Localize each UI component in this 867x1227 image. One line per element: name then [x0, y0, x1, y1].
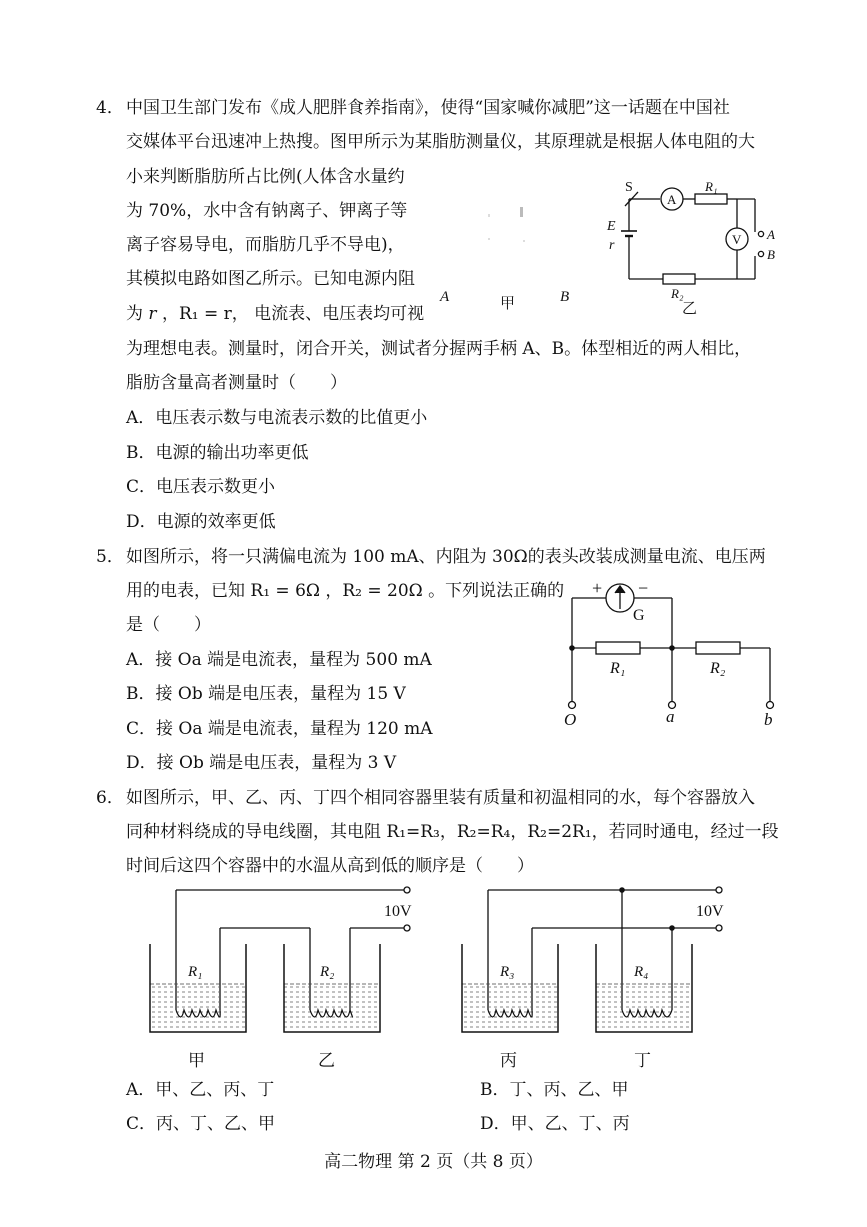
yi-caption: 乙	[682, 301, 698, 317]
voltage-right-label: 10V	[696, 903, 724, 920]
q4-line-5: 离子容易导电，而脂肪几乎不导电)，	[126, 235, 405, 255]
resistor-r1	[695, 194, 727, 204]
r2-label: R₂	[320, 964, 335, 980]
q4-option-c: C．电压表示数更小	[126, 477, 276, 497]
resistor-r1	[596, 642, 640, 654]
q6-option-d: D．甲、乙、丁、丙	[480, 1114, 630, 1134]
page-footer: 高二物理 第 2 页（共 8 页）	[324, 1152, 543, 1172]
jia-caption: 甲	[188, 1051, 205, 1070]
voltmeter-label: V	[732, 232, 742, 247]
terminal-a	[758, 231, 763, 236]
q5-number: 5．	[96, 547, 124, 567]
minus-sign: −	[638, 578, 649, 598]
terminal-b-label: b	[764, 710, 773, 729]
q4-option-a: A．电压表示数与电流表示数的比值更小	[126, 408, 428, 428]
q4-figure-jia	[430, 180, 590, 320]
q4-line-7-prefix: 为	[126, 304, 143, 324]
galvanometer-label: G	[633, 607, 645, 624]
terminal-bottom-right	[716, 925, 722, 931]
q6-number: 6．	[96, 788, 124, 808]
q4-line-7-rest: 电流表、电压表均可视	[254, 304, 425, 324]
r1-label: R₁	[610, 660, 626, 677]
junction-top	[619, 887, 625, 893]
q4-figure-yi	[605, 175, 805, 315]
ammeter-label: A	[667, 192, 677, 207]
junction-left	[569, 645, 575, 651]
terminal-b	[767, 702, 774, 709]
q5-line-3: 是（ ）	[126, 615, 211, 635]
switch-label: S	[625, 180, 633, 195]
terminal-b	[758, 251, 763, 256]
q6-line-2: 同种材料绕成的导电线圈，其电阻 R₁=R₃，R₂=R₄，R₂=2R₁，若同时通电，经过一段	[126, 822, 779, 842]
q5-option-a: A．接 Oa 端是电流表，量程为 500 mA	[126, 650, 432, 670]
q4-line-7-eq: ，R₁ = r，	[161, 304, 249, 324]
yi-caption: 乙	[318, 1051, 335, 1070]
ding-caption: 丁	[634, 1051, 651, 1070]
q6-figure-right	[452, 880, 752, 1080]
terminal-a-label: a	[666, 707, 675, 726]
q6-line-3: 时间后这四个容器中的水温从高到低的顺序是（ ）	[126, 856, 534, 876]
q6-option-b: B．丁、丙、乙、甲	[480, 1080, 629, 1100]
bing-caption: 丙	[500, 1051, 517, 1070]
container-bing	[462, 944, 558, 1032]
r4-label: R₄	[634, 964, 649, 980]
terminal-top-left	[404, 887, 410, 893]
r3-label: R₃	[500, 964, 515, 980]
jia-photo-dot-2	[488, 238, 490, 240]
emf-label: E	[607, 219, 616, 234]
r2-label: R₂	[671, 286, 684, 301]
junction-right	[669, 645, 675, 651]
container-jia	[150, 944, 246, 1032]
resistor-r2	[663, 274, 695, 284]
q5-line-2: 用的电表，已知 R₁ = 6Ω ，R₂ = 20Ω 。下列说法正确的	[126, 581, 565, 601]
r1-label: R₁	[188, 964, 203, 980]
q4-line-4: 为 70%，水中含有钠离子、钾离子等	[126, 201, 408, 221]
terminal-o	[569, 702, 576, 709]
container-yi	[284, 944, 380, 1032]
voltage-left-label: 10V	[384, 903, 412, 920]
q6-option-a: A．甲、乙、丙、丁	[126, 1080, 275, 1100]
terminal-bottom-left	[404, 925, 410, 931]
jia-photo-dot-1	[488, 214, 490, 217]
q4-number: 4．	[96, 98, 124, 118]
plus-sign: +	[592, 578, 603, 598]
q4-line-7-r: r	[148, 304, 157, 324]
q5-figure	[560, 580, 800, 730]
q4-line-9: 脂肪含量高者测量时（ ）	[126, 373, 347, 393]
q5-line-1: 如图所示，将一只满偏电流为 100 mA、内阻为 30Ω的表头改装成测量电流、电压两	[126, 547, 766, 567]
q4-line-8: 为理想电表。测量时，闭合开关，测试者分握两手柄 A、B。体型相近的两人相比，	[126, 339, 752, 359]
r2-label: R₂	[710, 660, 726, 677]
q4-line-2: 交媒体平台迅速冲上热搜。图甲所示为某脂肪测量仪，其原理就是根据人体电阻的大	[126, 132, 755, 152]
q4-line-3: 小来判断脂肪所占比例(人体含水量约	[126, 167, 405, 187]
q4-option-d: D．电源的效率更低	[126, 512, 276, 532]
q6-figure-left	[140, 880, 440, 1080]
q5-option-c: C．接 Oa 端是电流表，量程为 120 mA	[126, 719, 433, 739]
q4-option-b: B．电源的输出功率更低	[126, 443, 309, 463]
r1-label: R₁	[705, 179, 718, 194]
terminal-top-right	[716, 887, 722, 893]
jia-photo-dot-3	[523, 240, 525, 242]
jia-label-a: A	[440, 289, 450, 305]
q5-option-d: D．接 Ob 端是电压表，量程为 3 V	[126, 753, 397, 773]
q6-line-1: 如图所示，甲、乙、丙、丁四个相同容器里装有质量和初温相同的水，每个容器放入	[126, 788, 755, 808]
resistor-r2	[696, 642, 740, 654]
terminal-a-label: A	[767, 227, 775, 242]
jia-label-b: B	[560, 289, 570, 305]
q6-option-c: C．丙、丁、乙、甲	[126, 1114, 276, 1134]
jia-caption: 甲	[500, 296, 516, 312]
q4-line-6: 其模拟电路如图乙所示。已知电源内阻	[126, 269, 415, 289]
container-ding	[596, 944, 692, 1032]
terminal-b-label: B	[767, 247, 775, 262]
internal-r-label: r	[609, 238, 615, 253]
jia-photo-mark	[520, 207, 523, 217]
terminal-o-label: O	[564, 710, 577, 729]
q4-line-7	[126, 303, 424, 325]
q4-line-1: 中国卫生部门发布《成人肥胖食养指南》，使得“国家喊你减肥”这一话题在中国社	[126, 98, 730, 118]
q5-option-b: B．接 Ob 端是电压表，量程为 15 V	[126, 684, 406, 704]
junction-bottom	[669, 925, 675, 931]
